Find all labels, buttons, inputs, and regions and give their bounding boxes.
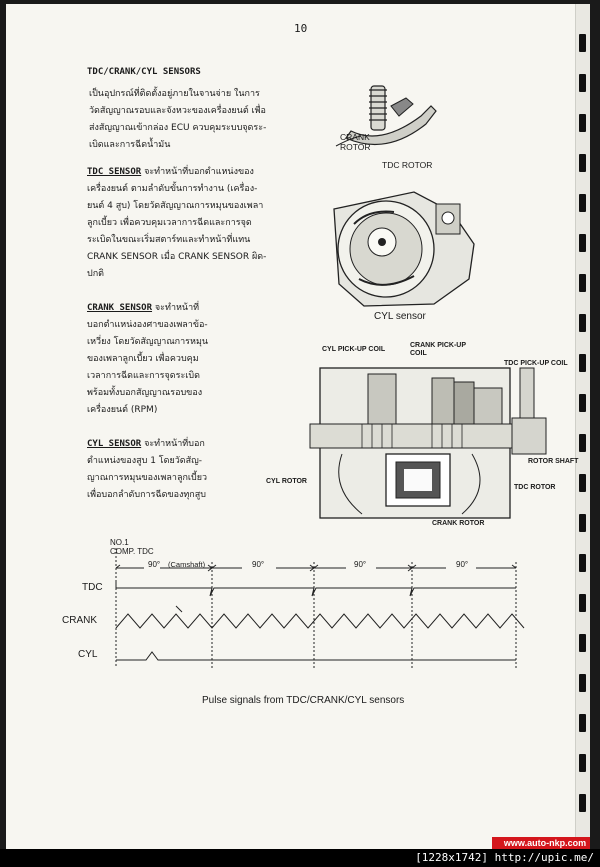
tdc-paragraph [87,164,297,283]
intro-line: ส่งสัญญาณเข้ากล่อง ECU ควบคุมระบบจุดระ- [89,123,267,133]
tdc-heading: TDC SENSOR [87,167,142,177]
cyl-paragraph [87,436,267,504]
crank-line: เครื่องยนต์ (RPM) [87,405,158,415]
crank-heading: CRANK SENSOR [87,303,153,313]
crank-rotor-label-line: ROTOR [340,142,371,152]
page-number: 10 [294,22,308,35]
comp-tdc-label: COMP. TDC [110,547,154,556]
cyl-line: จะทำหน้าที่บอก [144,439,205,449]
crank-line: ของเพลาลูกเบี้ยว เพื่อควบคุม [87,354,199,364]
tdc-rotor-label: TDC ROTOR [514,484,556,491]
cyl-sensor-illustration [324,184,484,312]
pulse-caption: Pulse signals from TDC/CRANK/CYL sensors [202,695,405,706]
section-title: TDC/CRANK/CYL SENSORS [87,67,201,77]
crank-paragraph [87,300,267,419]
no1-label: NO.1 [110,538,129,547]
tdc-line: ปกติ [87,269,105,279]
crank-pickup-coil-line: CRANK PICK-UP [410,342,466,349]
crank-rotor-label-line: CRANK [340,132,370,142]
document-page [6,4,590,849]
image-host-footer [0,849,600,867]
tdc-row-label: TDC [82,582,103,593]
crank-row-label: CRANK [62,615,98,626]
crank-pickup-coil-line: COIL [410,350,427,357]
crank-line: เหวี่ยง โดยวัดสัญญาณการหมุน [87,337,209,347]
intro-line: เป็นอุปกรณ์ที่ติดตั้งอยู่ภายในจานจ่าย ในการ [89,89,260,99]
cyl-row-label: CYL [78,649,98,660]
crank-line: เวลาการฉีดและการจุดระเบิด [87,371,200,381]
spiral-binding [575,4,590,849]
interval-label-1: 90° [148,560,161,569]
cyl-line: ญาณการหมุนของเพลาลูกเบี้ยว [87,473,208,483]
tdc-line: ระเบิดในขณะเริ่มสตาร์ทและทำหน้าที่แทน [87,235,251,245]
interval-label-4: 90° [456,560,469,569]
intro-line: เบิดและการฉีดน้ำมัน [89,140,171,150]
rotor-shaft-label: ROTOR SHAFT [528,458,579,465]
rotor-illustration [331,76,461,166]
watermark-badge: www.auto-nkp.com [492,837,590,849]
crank-line: บอกตำแหน่งองศาของเพลาข้อ- [87,320,208,330]
crank-pickup-coil-label [410,342,466,358]
tdc-line: CRANK SENSOR เมื่อ CRANK SENSOR ผิด- [87,252,267,262]
camshaft-label: (Camshaft) [168,560,206,569]
tdc-line: ยนต์ 4 สูบ) โดยวัดสัญญาณการหมุนของเพลา [87,201,264,211]
crank-rotor-label-bottom: CRANK ROTOR [432,520,485,527]
cyl-rotor-label: CYL ROTOR [266,478,307,485]
cyl-pickup-coil-label: CYL PICK-UP COIL [322,346,386,353]
tdc-pickup-coil-label: TDC PICK-UP COIL [504,360,568,367]
cyl-sensor-caption: CYL sensor [374,311,426,322]
tdc-line: เครื่องยนต์ ตามลำดับขั้นการทำงาน (เครื่อง- [87,184,258,194]
pulse-signal-diagram [106,548,526,678]
interval-label-3: 90° [354,560,367,569]
crank-line: พร้อมทั้งบอกสัญญาณรอบของ [87,388,203,398]
crank-line: จะทำหน้าที่ [154,303,200,313]
interval-label-2: 90° [252,560,265,569]
cyl-heading: CYL SENSOR [87,439,142,449]
tdc-rotor-label-top: TDC ROTOR [382,160,433,170]
tdc-line: จะทำหน้าที่บอกตำแหน่งของ [144,167,254,177]
crank-rotor-label [340,132,371,152]
cyl-line: ตำแหน่งของสูบ 1 โดยวัดสัญ- [87,456,203,466]
footer-text: [1228x1742] http://upic.me/ [415,851,594,864]
cyl-line: เพื่อบอกลำดับการฉีดของทุกสูบ [87,490,206,500]
tdc-line: ลูกเบี้ยว เพื่อควบคุมเวลาการฉีดและการจุด [87,218,252,228]
intro-line: วัดสัญญาณรอบและจังหวะของเครื่องยนต์ เพื่อ [89,106,266,116]
intro-paragraph [89,86,299,154]
